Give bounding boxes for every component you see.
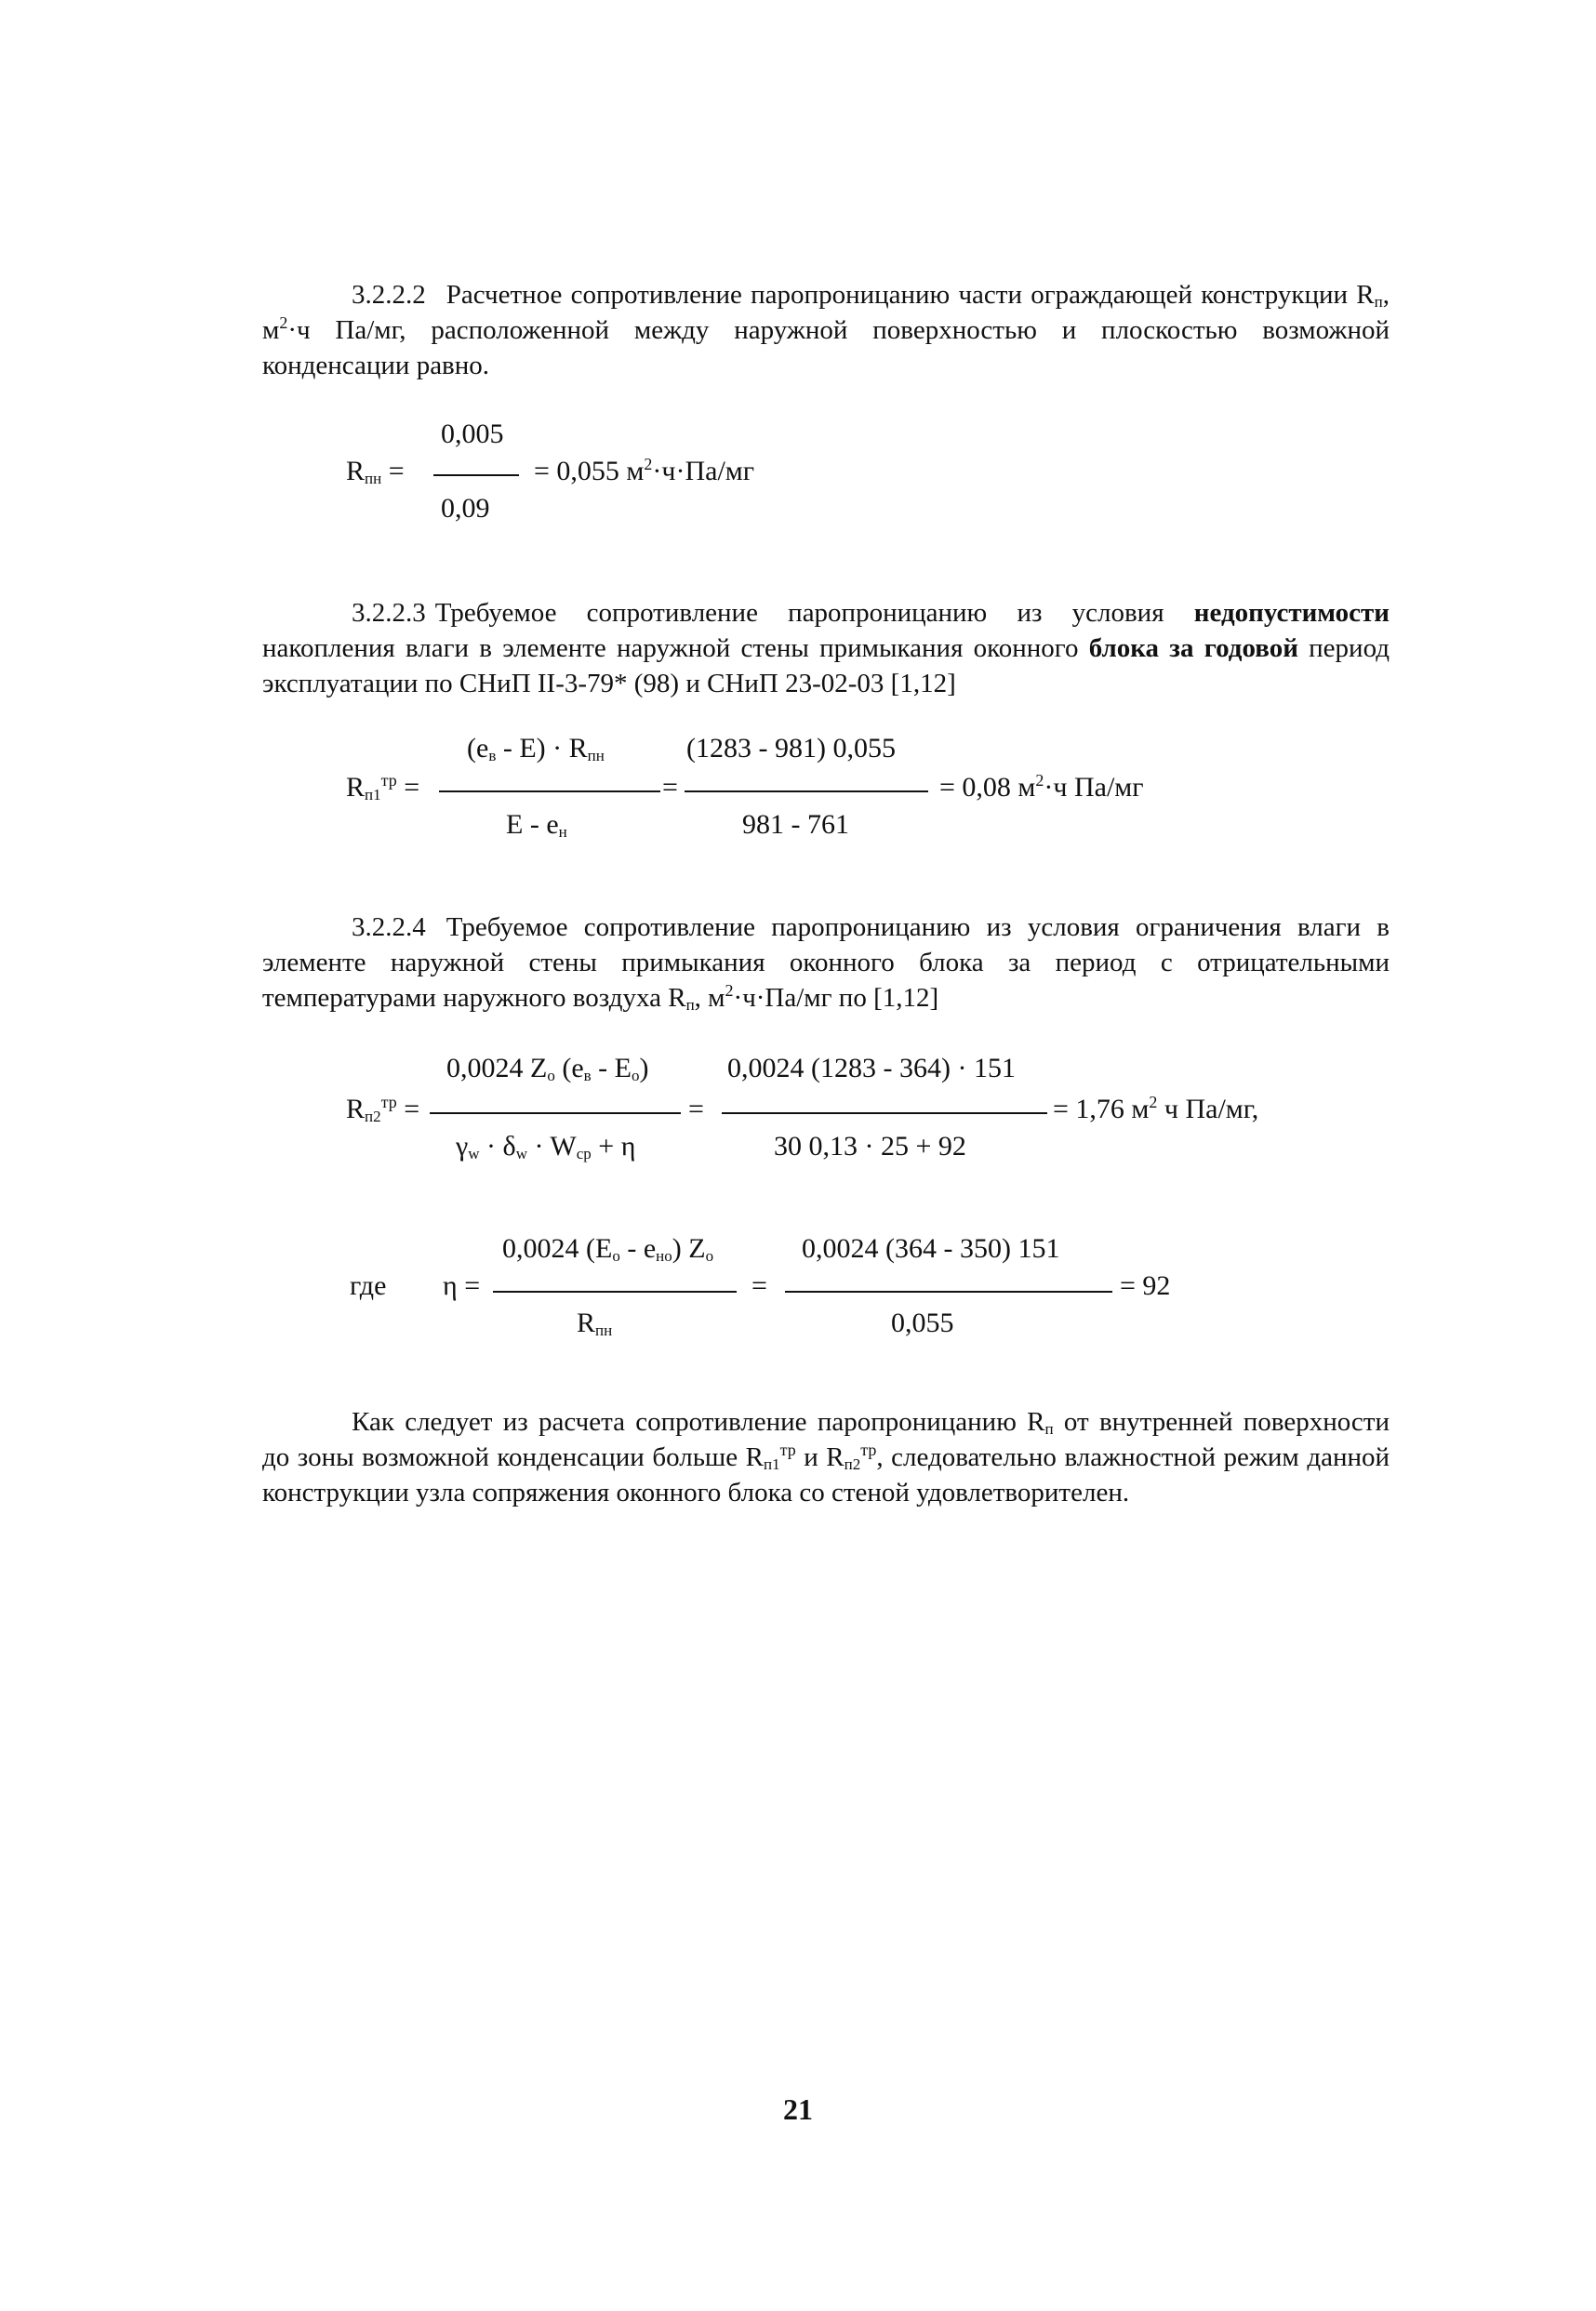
eq-f1-numerator: 0,0024 $(E_о - e_{но})$ $Z_о$ — [502, 1233, 714, 1265]
eq-f2-denominator: 0,055 — [891, 1308, 954, 1338]
eq-result: = 0,08 $м^2\cdot ч$ Па/мг — [939, 771, 1144, 803]
text: , м — [262, 280, 1390, 345]
text: накопления влаги в элементе наружной стены примыкания оконного — [262, 633, 1089, 663]
eq-result: = 0,055 $м^2\cdot ч\cdot Па/мг$ — [534, 455, 755, 486]
subscript: п — [1044, 1420, 1054, 1438]
fraction-bar — [493, 1291, 737, 1293]
text: ·ч·Па/мг по [1,12] — [733, 983, 939, 1013]
subscript: п — [685, 996, 695, 1014]
superscript: тр — [860, 1441, 877, 1459]
section-3-2-2-2-text — [262, 277, 1390, 383]
fraction-bar — [722, 1112, 1047, 1114]
text: , следовательно влажностной режим данной конструкции узла сопряжения оконного блока со стеной удовлетворителен. — [262, 1442, 1390, 1507]
eq-sign: = — [751, 1270, 767, 1301]
eq-denominator: 0,09 — [441, 493, 490, 524]
where-label: где — [350, 1270, 387, 1301]
page-number: 21 — [783, 2092, 813, 2126]
eq-lhs: $R_{п2}^{тр}$ = — [346, 1093, 420, 1125]
conclusion-text — [262, 1404, 1390, 1510]
text: Как следует из расчета сопротивление паропроницанию R — [352, 1407, 1045, 1437]
fraction-bar — [433, 474, 519, 476]
eq-f1-denominator: E - $e_н$ — [506, 809, 567, 841]
eq-sign: = — [662, 772, 678, 803]
eq-f2-numerator: (1283 - 981) 0,055 — [686, 733, 896, 764]
text: Требуемое сопротивление паропроницанию из условия ограничения влаги в элементе наружной стены примыкания оконного блока за период с отрицательными температурами наружного воздуха R — [262, 912, 1390, 1013]
eq-lhs: $R_{пн}$ = — [346, 456, 405, 487]
subscript: п2 — [844, 1455, 861, 1473]
section-3-2-2-3-text — [262, 595, 1390, 701]
fraction-bar — [430, 1112, 681, 1114]
eq-f1-numerator: $(e_в - E) \cdot R_{пн}$ — [467, 733, 605, 764]
eq-f1-numerator: 0,0024 $Z_о$ $(e_в - E_о)$ — [446, 1053, 649, 1084]
section-number: 3.2.2.4 — [352, 912, 426, 942]
eq-numerator: 0,005 — [441, 418, 504, 449]
eq-f1-denominator: $\gamma_w \cdot \delta_w \cdot W_{ср} + \eta$ — [456, 1131, 636, 1162]
fraction-bar — [785, 1291, 1112, 1293]
text: Расчетное сопротивление паропроницанию части ограждающей конструкции R — [446, 280, 1375, 310]
subscript: п — [1374, 293, 1383, 311]
eq-f2-numerator: 0,0024 (1283 - 364) · 151 — [727, 1053, 1016, 1083]
superscript: 2 — [725, 981, 734, 1000]
text: Требуемое сопротивление паропроницанию из условия — [434, 598, 1194, 628]
section-number: 3.2.2.3 — [352, 598, 426, 628]
bold-text: недопустимости — [1193, 598, 1390, 628]
text: , м — [694, 983, 725, 1013]
text: и R — [795, 1442, 845, 1472]
fraction-bar — [439, 790, 660, 792]
subscript: п1 — [764, 1455, 780, 1473]
superscript: тр — [779, 1441, 796, 1459]
eq-lhs: η = — [443, 1270, 481, 1301]
eq-f2-denominator: 30 0,13 · 25 + 92 — [774, 1131, 966, 1162]
eq-result: = 92 — [1120, 1270, 1171, 1301]
eq-f1-denominator: $R_{пн}$ — [577, 1308, 613, 1339]
eq-result: = 1,76 $м^2$ ч Па/мг, — [1053, 1093, 1259, 1124]
section-3-2-2-4-text — [262, 910, 1390, 1016]
eq-lhs: $R_{п1}^{тр}$ = — [346, 771, 420, 804]
superscript: 2 — [279, 313, 288, 332]
fraction-bar — [685, 790, 928, 792]
bold-text: блока за годовой — [1088, 633, 1298, 663]
eq-f2-numerator: 0,0024 (364 - 350) 151 — [802, 1233, 1060, 1264]
text: период эксплуатации по СНиП II-3-79* (98) и СНиП 23-02-03 [1,12] — [262, 633, 1390, 698]
section-number: 3.2.2.2 — [352, 280, 426, 310]
eq-f2-denominator: 981 - 761 — [742, 809, 849, 840]
text: ·ч Па/мг, расположенной между наружной поверхностью и плоскостью возможной конденсации равно. — [262, 315, 1390, 380]
text: от внутренней поверхности до зоны возможной конденсации больше R — [262, 1407, 1390, 1472]
eq-sign: = — [688, 1094, 704, 1124]
